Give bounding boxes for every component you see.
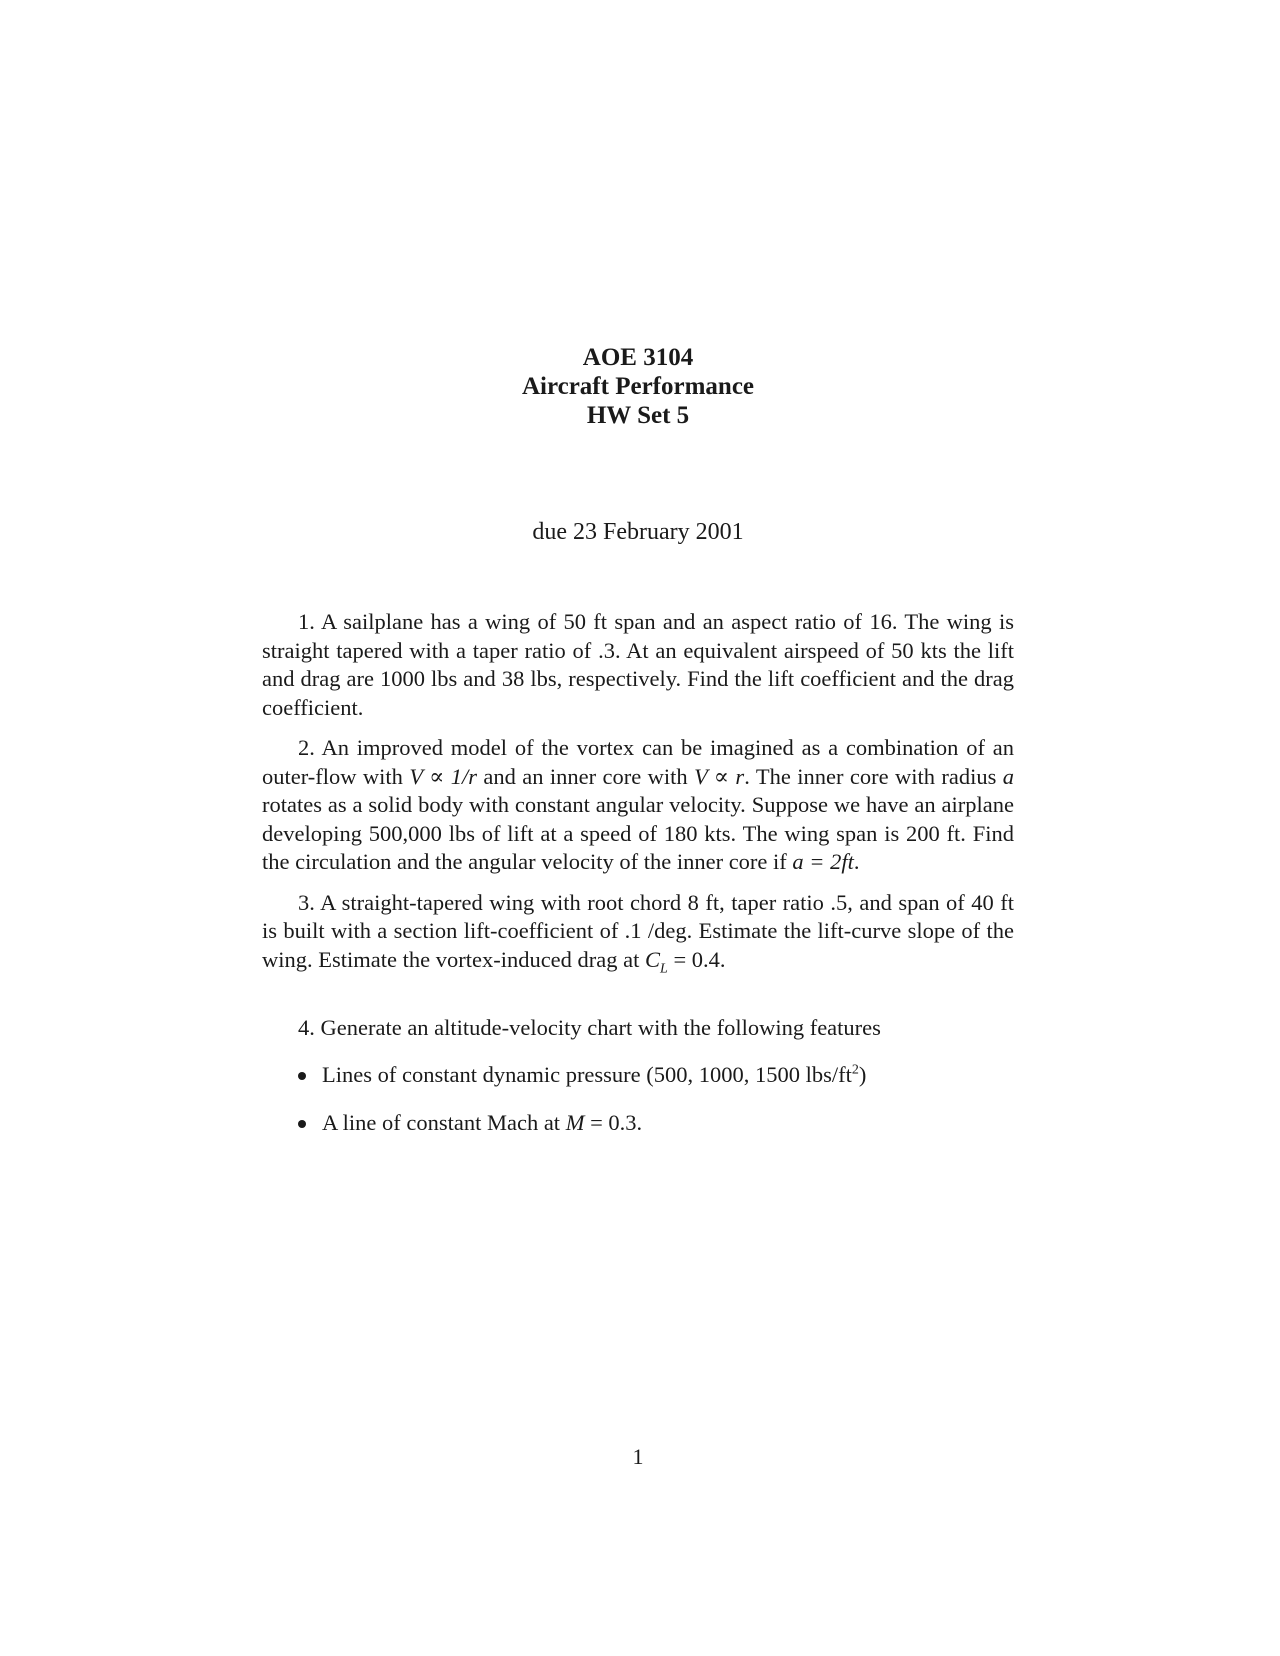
problem-list	[262, 608, 1014, 1158]
bullet-item-dynamic-pressure	[298, 1061, 1014, 1090]
problem-1-text: 1. A sailplane has a wing of 50 ft span and an aspect ratio of 16. The wing is straight tapered with a taper ratio of .3. At an equivalent airspeed of 50 kts the lift and drag are 1000 lbs and 38 lbs, respectively. Find the lift coefficient and the drag coefficient.	[262, 609, 1014, 720]
assignment-title: HW Set 5	[586, 402, 690, 429]
problem-2	[262, 734, 1014, 877]
problem-2-text-2: and an inner core with	[476, 763, 695, 789]
problem-3-math-cl-sub: L	[660, 961, 668, 976]
problem-2-text-4: rotates as a solid body with constant angular velocity. Suppose we have an airplane developing 500,000 lbs of lift at a speed of 180 kts. The wing span is 200 ft. Find the circulation and the angular velocity of the inner core if	[262, 792, 1014, 874]
problem-2-text-5: .	[853, 849, 860, 874]
title-block	[262, 343, 1014, 430]
bullet-1-end: )	[858, 1061, 867, 1087]
bullet-2-math: M	[565, 1110, 585, 1135]
bullet-1-superscript: 2	[851, 1062, 859, 1077]
problem-2-math-2: V ∝ r	[694, 763, 745, 789]
document-page	[262, 0, 1014, 1656]
bullet-2-text-2: = 0.3.	[584, 1110, 643, 1135]
problem-3-text-2: = 0.4.	[667, 946, 726, 972]
bullet-1-text: Lines of constant dynamic pressure (500, 1000, 1500 lbs/ft	[322, 1061, 852, 1087]
problem-1	[262, 608, 1014, 722]
problem-3	[262, 889, 1014, 975]
problem-3-math-cl: C	[645, 946, 661, 972]
bullet-icon	[298, 1120, 306, 1128]
problem-2-text-3: . The inner core with radius	[744, 763, 1003, 789]
due-date: due 23 February 2001	[532, 519, 744, 545]
problem-4-text: 4. Generate an altitude-velocity chart with the following features	[298, 1015, 881, 1040]
problem-3-text-1: 3. A straight-tapered wing with root chord 8 ft, taper ratio .5, and span of 40 ft is built with a section lift-coefficient of .1 /deg. Estimate the lift-curve slope of the wing. Estimate the vortex-induced drag at	[262, 889, 1014, 972]
problem-4	[262, 1014, 1014, 1043]
bullet-2-text-1: A line of constant Mach at	[322, 1110, 566, 1135]
page-number: 1	[632, 1444, 644, 1469]
bullet-icon	[298, 1072, 306, 1080]
problem-2-math-3: a	[1002, 763, 1015, 789]
problem-2-text-1: 2. An improved model of the vortex can be imagined as a combination of an outer-flow with	[262, 735, 1014, 789]
problem-2-math-1: V ∝ 1/r	[409, 763, 477, 789]
course-number: AOE 3104	[582, 344, 694, 371]
bullet-item-mach	[298, 1109, 1014, 1138]
problem-4-bullet-list	[262, 1061, 1014, 1138]
course-title: Aircraft Performance	[521, 373, 755, 400]
problem-2-math-4: a = 2ft	[792, 849, 854, 874]
